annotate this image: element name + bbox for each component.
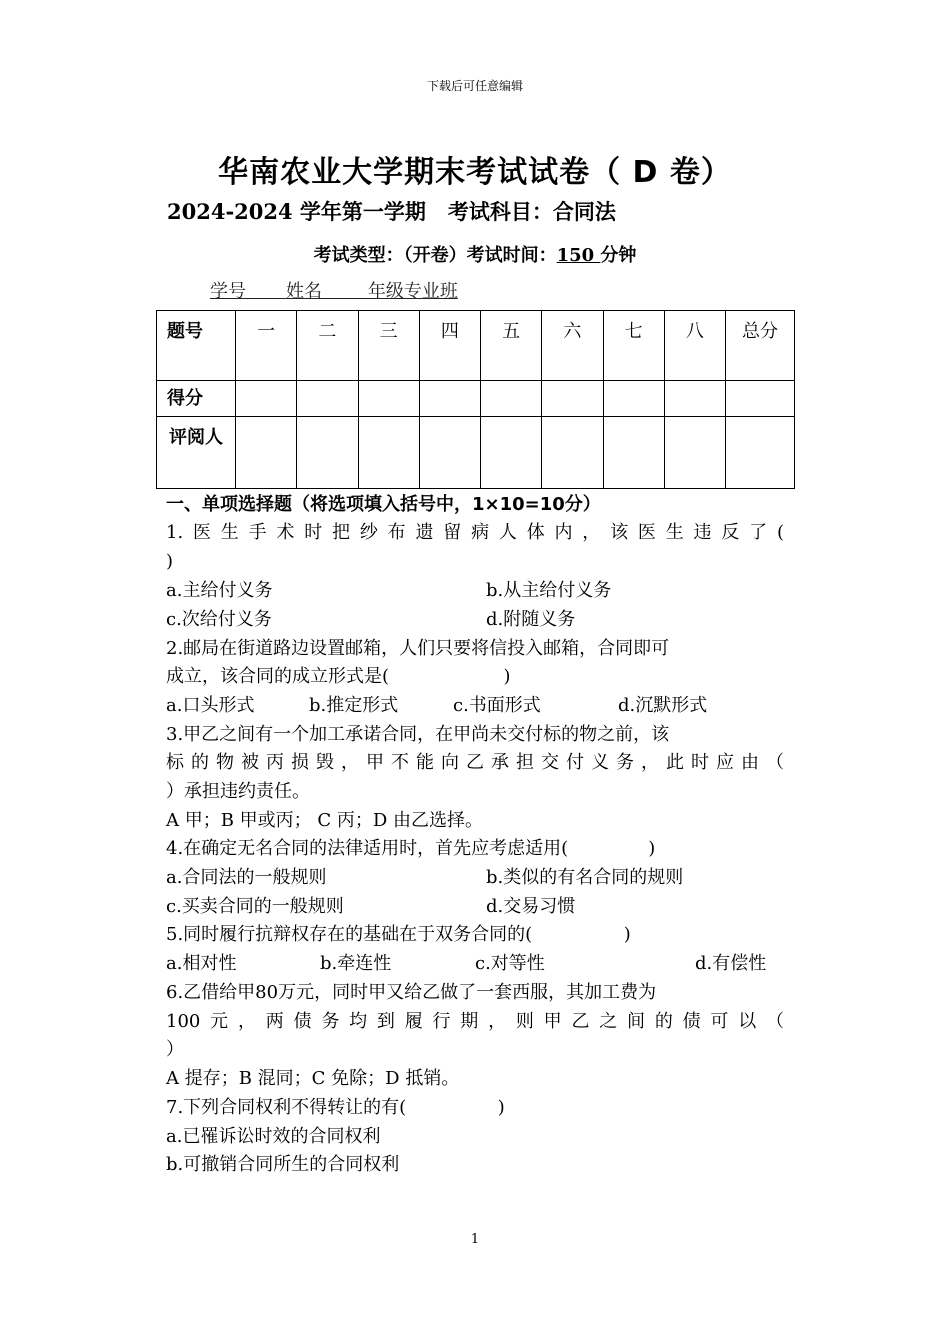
option: c.次给付义务 [166, 609, 272, 630]
exam-subtitle: 2024-2024 学年第一学期 考试科目：合同法 [167, 199, 616, 224]
question-line: A 提存；B 混同；C 免除；D 抵销。 [166, 1068, 460, 1089]
score-header-cell: 四 [419, 311, 480, 381]
score-header-cell: 二 [297, 311, 358, 381]
score-row [157, 381, 795, 417]
option: a.已罹诉讼时效的合同权利 [166, 1126, 381, 1147]
exam-type-prefix: 考试类型：（开卷）考试时间： [313, 245, 557, 266]
option: b.可撤销合同所生的合同权利 [166, 1154, 400, 1175]
reviewer-cell [481, 417, 542, 489]
reviewer-cell [603, 417, 664, 489]
score-cell [419, 381, 480, 417]
question-line: 5.同时履行抗辩权存在的基础在于双务合同的( ) [166, 924, 631, 945]
option: d.交易习惯 [486, 896, 576, 917]
score-cell [236, 381, 297, 417]
question-line: 6.乙借给甲80万元，同时甲又给乙做了一套西服，其加工费为 [166, 982, 657, 1003]
question-line: 4.在确定无名合同的法律适用时，首先应考虑适用( ) [166, 838, 656, 859]
question-line: 3.甲乙之间有一个加工承诺合同，在甲尚未交付标的物之前，该 [166, 724, 670, 745]
section-heading: 一、单项选择题（将选项填入括号中，1×10=10分） [166, 494, 601, 515]
option: a.合同法的一般规则 [166, 867, 327, 888]
option: b.类似的有名合同的规则 [486, 867, 684, 888]
option: c.书面形式 [453, 695, 541, 716]
score-header-cell: 总分 [726, 311, 795, 381]
option: a.相对性 [166, 953, 237, 974]
question-line: 1.医生手术时把纱布遗留病人体内，该医生违反了( [166, 522, 784, 543]
score-cell [297, 381, 358, 417]
reviewer-cell [236, 417, 297, 489]
question-line: A 甲；B 甲或丙； C 丙；D 由乙选择。 [166, 810, 484, 831]
question-line: ） [166, 1039, 184, 1060]
question-line: 7.下列合同权利不得转让的有( ) [166, 1097, 505, 1118]
reviewer-cell [542, 417, 603, 489]
option: c.对等性 [475, 953, 545, 974]
exam-time-unit: 分钟 [600, 245, 637, 266]
option: a.主给付义务 [166, 580, 273, 601]
student-info-line: 学号 姓名 年级专业班 [210, 281, 458, 302]
question-line: ) [166, 551, 174, 572]
reviewer-cell [726, 417, 795, 489]
reviewer-cell [297, 417, 358, 489]
option: d.附随义务 [486, 609, 576, 630]
score-cell [664, 381, 725, 417]
exam-time: 150 [556, 245, 601, 266]
score-cell [603, 381, 664, 417]
exam-type-line [0, 241, 950, 267]
question-line: 成立，该合同的成立形式是( ) [166, 666, 511, 687]
question-line: ）承担违约责任。 [166, 781, 310, 802]
page-title: 华南农业大学期末考试试卷（ D 卷） [218, 155, 732, 190]
score-header-cell: 七 [603, 311, 664, 381]
score-table-header-row [157, 311, 795, 381]
score-cell [726, 381, 795, 417]
option: c.买卖合同的一般规则 [166, 896, 344, 917]
reviewer-row [157, 417, 795, 489]
reviewer-cell [358, 417, 419, 489]
score-table [156, 310, 795, 489]
option: a.口头形式 [166, 695, 255, 716]
option: d.沉默形式 [618, 695, 708, 716]
score-header-cell: 八 [664, 311, 725, 381]
score-header-cell: 五 [481, 311, 542, 381]
option: b.推定形式 [309, 695, 399, 716]
score-row-label: 得分 [157, 381, 236, 417]
page-number: 1 [470, 1232, 480, 1247]
question-line: 标的物被丙损毁，甲不能向乙承担交付义务，此时应由（ [166, 752, 784, 773]
reviewer-row-label: 评阅人 [157, 417, 236, 489]
question-line: 100元，两债务均到履行期，则甲乙之间的债可以（ [166, 1011, 784, 1032]
score-cell [542, 381, 603, 417]
reviewer-cell [419, 417, 480, 489]
score-header-cell: 六 [542, 311, 603, 381]
score-header-cell: 题号 [157, 311, 236, 381]
option: b.牵连性 [320, 953, 392, 974]
reviewer-cell [664, 417, 725, 489]
score-header-cell: 三 [358, 311, 419, 381]
option: d.有偿性 [695, 953, 767, 974]
question-line: 2.邮局在街道路边设置邮箱，人们只要将信投入邮箱，合同即可 [166, 638, 670, 659]
option: b.从主给付义务 [486, 580, 612, 601]
score-cell [481, 381, 542, 417]
header-note: 下载后可任意编辑 [426, 79, 523, 93]
score-header-cell: 一 [236, 311, 297, 381]
score-cell [358, 381, 419, 417]
